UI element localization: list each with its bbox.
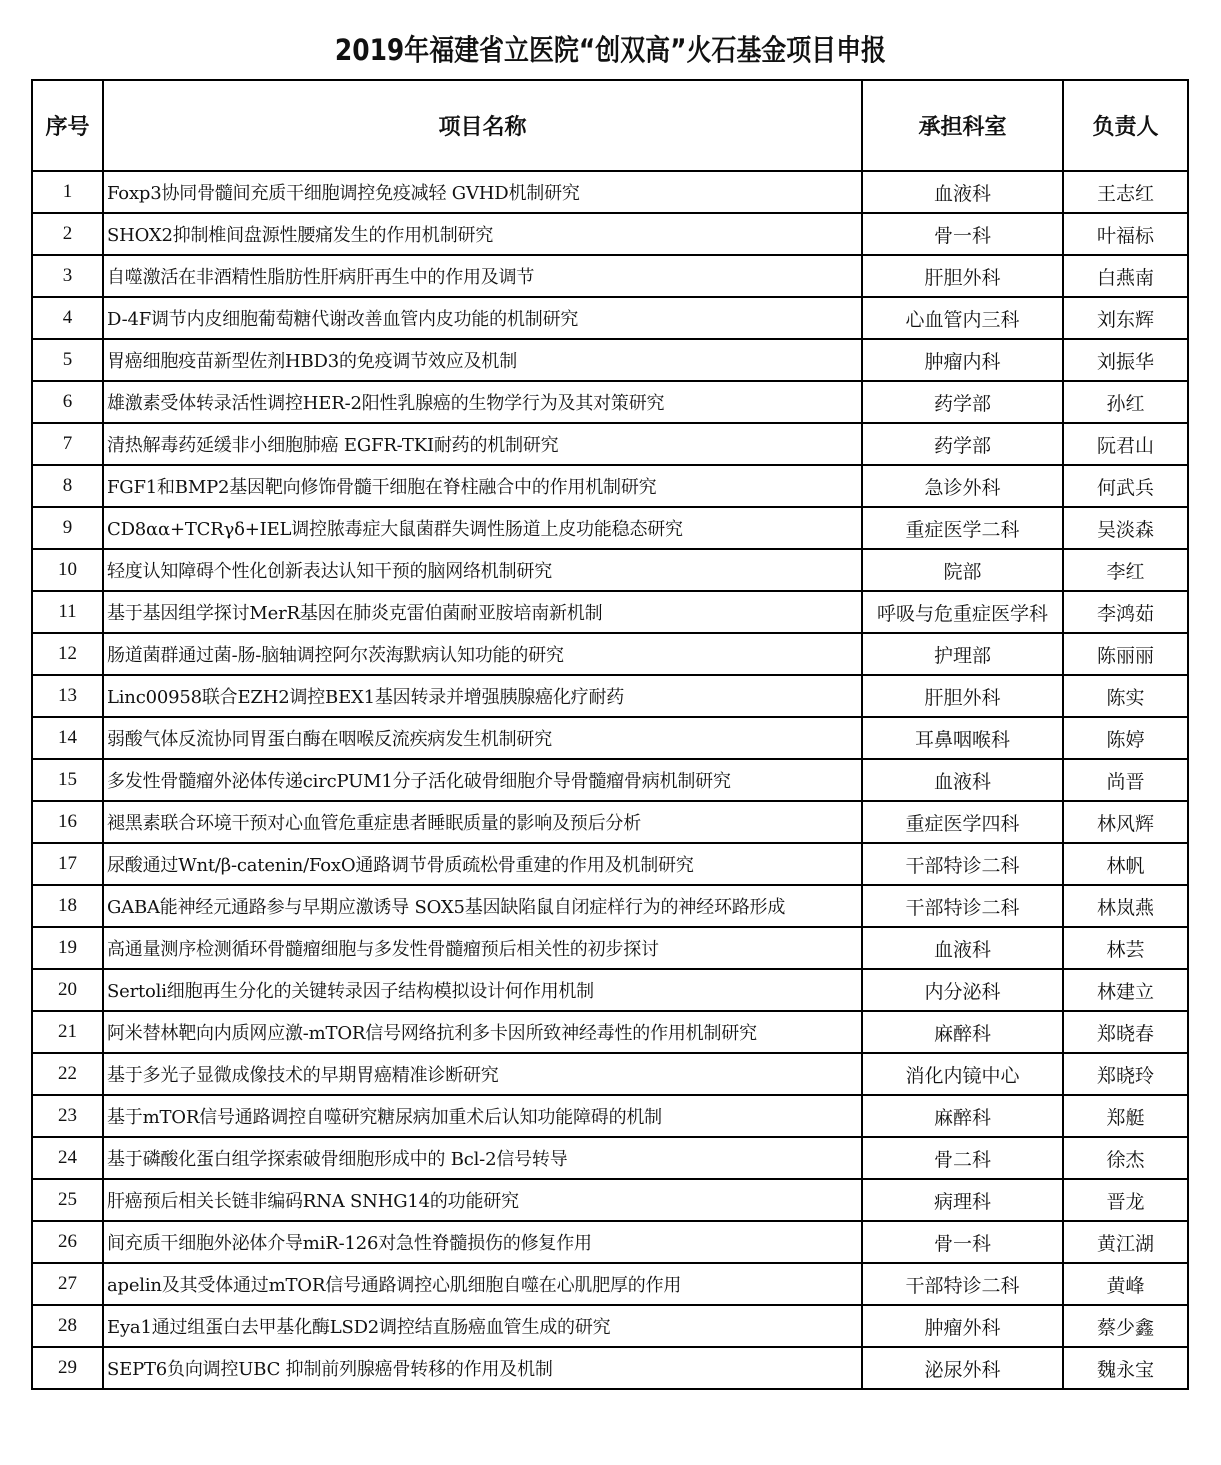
table-row: [32, 1221, 1188, 1263]
cell-department: 干部特诊二科: [862, 885, 1063, 927]
cell-project-name: CD8αα+TCRγδ+IEL调控脓毒症大鼠菌群失调性肠道上皮功能稳态研究: [103, 507, 862, 549]
table-row: [32, 381, 1188, 423]
cell-project-name: SEPT6负向调控UBC 抑制前列腺癌骨转移的作用及机制: [103, 1347, 862, 1389]
cell-department: 干部特诊二科: [862, 843, 1063, 885]
table-row: [32, 759, 1188, 801]
table-row: [32, 1137, 1188, 1179]
cell-serial-number: 18: [32, 885, 103, 927]
cell-project-name: Eya1通过组蛋白去甲基化酶LSD2调控结直肠癌血管生成的研究: [103, 1305, 862, 1347]
cell-department: 血液科: [862, 927, 1063, 969]
cell-principal: 何武兵: [1063, 465, 1188, 507]
cell-department: 骨二科: [862, 1137, 1063, 1179]
header-row: [32, 80, 1188, 171]
table-row: [32, 885, 1188, 927]
cell-principal: 吴淡森: [1063, 507, 1188, 549]
table-row: [32, 171, 1188, 213]
cell-department: 呼吸与危重症医学科: [862, 591, 1063, 633]
cell-serial-number: 17: [32, 843, 103, 885]
header-project-name: 项目名称: [103, 80, 862, 171]
cell-serial-number: 26: [32, 1221, 103, 1263]
cell-principal: 李红: [1063, 549, 1188, 591]
cell-serial-number: 16: [32, 801, 103, 843]
header-department: 承担科室: [862, 80, 1063, 171]
cell-principal: 晋龙: [1063, 1179, 1188, 1221]
cell-principal: 陈丽丽: [1063, 633, 1188, 675]
cell-principal: 林岚燕: [1063, 885, 1188, 927]
cell-department: 泌尿外科: [862, 1347, 1063, 1389]
cell-serial-number: 8: [32, 465, 103, 507]
table-row: [32, 423, 1188, 465]
cell-serial-number: 2: [32, 213, 103, 255]
cell-department: 肿瘤内科: [862, 339, 1063, 381]
cell-serial-number: 3: [32, 255, 103, 297]
cell-principal: 林风辉: [1063, 801, 1188, 843]
cell-serial-number: 14: [32, 717, 103, 759]
cell-serial-number: 25: [32, 1179, 103, 1221]
header-serial-number: 序号: [32, 80, 103, 171]
cell-principal: 陈婷: [1063, 717, 1188, 759]
table-row: [32, 969, 1188, 1011]
cell-project-name: 尿酸通过Wnt/β-catenin/FoxO通路调节骨质疏松骨重建的作用及机制研究: [103, 843, 862, 885]
cell-project-name: 基于磷酸化蛋白组学探索破骨细胞形成中的 Bcl-2信号转导: [103, 1137, 862, 1179]
cell-principal: 孙红: [1063, 381, 1188, 423]
cell-department: 护理部: [862, 633, 1063, 675]
table-row: [32, 717, 1188, 759]
cell-principal: 林帆: [1063, 843, 1188, 885]
cell-serial-number: 11: [32, 591, 103, 633]
cell-department: 重症医学四科: [862, 801, 1063, 843]
cell-principal: 陈实: [1063, 675, 1188, 717]
cell-principal: 黄峰: [1063, 1263, 1188, 1305]
table-row: [32, 1011, 1188, 1053]
cell-serial-number: 6: [32, 381, 103, 423]
project-table: [31, 79, 1189, 1390]
cell-department: 干部特诊二科: [862, 1263, 1063, 1305]
table-row: [32, 549, 1188, 591]
cell-serial-number: 12: [32, 633, 103, 675]
cell-principal: 黄江湖: [1063, 1221, 1188, 1263]
cell-project-name: 高通量测序检测循环骨髓瘤细胞与多发性骨髓瘤预后相关性的初步探讨: [103, 927, 862, 969]
cell-principal: 尚晋: [1063, 759, 1188, 801]
cell-principal: 蔡少鑫: [1063, 1305, 1188, 1347]
cell-department: 内分泌科: [862, 969, 1063, 1011]
table-row: [32, 255, 1188, 297]
cell-project-name: 清热解毒药延缓非小细胞肺癌 EGFR-TKI耐药的机制研究: [103, 423, 862, 465]
cell-serial-number: 9: [32, 507, 103, 549]
cell-principal: 郑艇: [1063, 1095, 1188, 1137]
cell-serial-number: 24: [32, 1137, 103, 1179]
cell-serial-number: 21: [32, 1011, 103, 1053]
cell-serial-number: 10: [32, 549, 103, 591]
cell-project-name: Linc00958联合EZH2调控BEX1基因转录并增强胰腺癌化疗耐药: [103, 675, 862, 717]
cell-serial-number: 13: [32, 675, 103, 717]
cell-serial-number: 4: [32, 297, 103, 339]
cell-project-name: 胃癌细胞疫苗新型佐剂HBD3的免疫调节效应及机制: [103, 339, 862, 381]
cell-serial-number: 23: [32, 1095, 103, 1137]
cell-project-name: 基于多光子显微成像技术的早期胃癌精准诊断研究: [103, 1053, 862, 1095]
table-row: [32, 1095, 1188, 1137]
cell-department: 血液科: [862, 171, 1063, 213]
table-row: [32, 843, 1188, 885]
cell-department: 急诊外科: [862, 465, 1063, 507]
cell-department: 耳鼻咽喉科: [862, 717, 1063, 759]
cell-department: 血液科: [862, 759, 1063, 801]
cell-project-name: Foxp3协同骨髓间充质干细胞调控免疫减轻 GVHD机制研究: [103, 171, 862, 213]
cell-principal: 李鸿茹: [1063, 591, 1188, 633]
table-row: [32, 633, 1188, 675]
table-row: [32, 297, 1188, 339]
cell-department: 肝胆外科: [862, 255, 1063, 297]
cell-serial-number: 29: [32, 1347, 103, 1389]
document-title: 2019年福建省立医院“创双高”火石基金项目申报: [334, 33, 886, 67]
cell-project-name: 轻度认知障碍个性化创新表达认知干预的脑网络机制研究: [103, 549, 862, 591]
table-row: [32, 927, 1188, 969]
cell-project-name: 间充质干细胞外泌体介导miR-126对急性脊髓损伤的修复作用: [103, 1221, 862, 1263]
cell-project-name: 基于基因组学探讨MerR基因在肺炎克雷伯菌耐亚胺培南新机制: [103, 591, 862, 633]
cell-serial-number: 27: [32, 1263, 103, 1305]
cell-principal: 阮君山: [1063, 423, 1188, 465]
table-row: [32, 465, 1188, 507]
cell-principal: 刘东辉: [1063, 297, 1188, 339]
cell-project-name: 肝癌预后相关长链非编码RNA SNHG14的功能研究: [103, 1179, 862, 1221]
table-row: [32, 591, 1188, 633]
cell-serial-number: 15: [32, 759, 103, 801]
cell-principal: 魏永宝: [1063, 1347, 1188, 1389]
cell-department: 麻醉科: [862, 1095, 1063, 1137]
table-row: [32, 339, 1188, 381]
cell-serial-number: 19: [32, 927, 103, 969]
cell-project-name: D-4F调节内皮细胞葡萄糖代谢改善血管内皮功能的机制研究: [103, 297, 862, 339]
cell-department: 院部: [862, 549, 1063, 591]
table-row: [32, 1347, 1188, 1389]
cell-serial-number: 5: [32, 339, 103, 381]
table-row: [32, 675, 1188, 717]
cell-principal: 徐杰: [1063, 1137, 1188, 1179]
cell-department: 肿瘤外科: [862, 1305, 1063, 1347]
cell-principal: 王志红: [1063, 171, 1188, 213]
cell-principal: 叶福标: [1063, 213, 1188, 255]
table-row: [32, 507, 1188, 549]
table-body: [32, 171, 1188, 1389]
cell-serial-number: 20: [32, 969, 103, 1011]
cell-serial-number: 1: [32, 171, 103, 213]
cell-department: 药学部: [862, 423, 1063, 465]
cell-project-name: 多发性骨髓瘤外泌体传递circPUM1分子活化破骨细胞介导骨髓瘤骨病机制研究: [103, 759, 862, 801]
cell-serial-number: 7: [32, 423, 103, 465]
cell-project-name: 阿米替林靶向内质网应激-mTOR信号网络抗利多卡因所致神经毒性的作用机制研究: [103, 1011, 862, 1053]
table-row: [32, 1305, 1188, 1347]
cell-project-name: apelin及其受体通过mTOR信号通路调控心肌细胞自噬在心肌肥厚的作用: [103, 1263, 862, 1305]
cell-principal: 刘振华: [1063, 339, 1188, 381]
table-row: [32, 1179, 1188, 1221]
table-row: [32, 1053, 1188, 1095]
cell-project-name: FGF1和BMP2基因靶向修饰骨髓干细胞在脊柱融合中的作用机制研究: [103, 465, 862, 507]
table-row: [32, 1263, 1188, 1305]
cell-principal: 郑晓玲: [1063, 1053, 1188, 1095]
cell-project-name: 雄激素受体转录活性调控HER-2阳性乳腺癌的生物学行为及其对策研究: [103, 381, 862, 423]
cell-department: 病理科: [862, 1179, 1063, 1221]
cell-serial-number: 28: [32, 1305, 103, 1347]
cell-principal: 白燕南: [1063, 255, 1188, 297]
cell-department: 骨一科: [862, 1221, 1063, 1263]
cell-department: 重症医学二科: [862, 507, 1063, 549]
cell-principal: 郑晓春: [1063, 1011, 1188, 1053]
cell-principal: 林芸: [1063, 927, 1188, 969]
cell-project-name: GABA能神经元通路参与早期应激诱导 SOX5基因缺陷鼠自闭症样行为的神经环路形成: [103, 885, 862, 927]
cell-serial-number: 22: [32, 1053, 103, 1095]
table-row: [32, 801, 1188, 843]
cell-project-name: SHOX2抑制椎间盘源性腰痛发生的作用机制研究: [103, 213, 862, 255]
cell-department: 肝胆外科: [862, 675, 1063, 717]
cell-project-name: Sertoli细胞再生分化的关键转录因子结构模拟设计何作用机制: [103, 969, 862, 1011]
cell-project-name: 肠道菌群通过菌-肠-脑轴调控阿尔茨海默病认知功能的研究: [103, 633, 862, 675]
cell-principal: 林建立: [1063, 969, 1188, 1011]
table-row: [32, 213, 1188, 255]
cell-department: 消化内镜中心: [862, 1053, 1063, 1095]
cell-project-name: 自噬激活在非酒精性脂肪性肝病肝再生中的作用及调节: [103, 255, 862, 297]
cell-department: 心血管内三科: [862, 297, 1063, 339]
cell-department: 药学部: [862, 381, 1063, 423]
cell-project-name: 基于mTOR信号通路调控自噬研究糖尿病加重术后认知功能障碍的机制: [103, 1095, 862, 1137]
header-principal: 负责人: [1063, 80, 1188, 171]
cell-project-name: 弱酸气体反流协同胃蛋白酶在咽喉反流疾病发生机制研究: [103, 717, 862, 759]
cell-project-name: 褪黑素联合环境干预对心血管危重症患者睡眠质量的影响及预后分析: [103, 801, 862, 843]
cell-department: 麻醉科: [862, 1011, 1063, 1053]
cell-department: 骨一科: [862, 213, 1063, 255]
